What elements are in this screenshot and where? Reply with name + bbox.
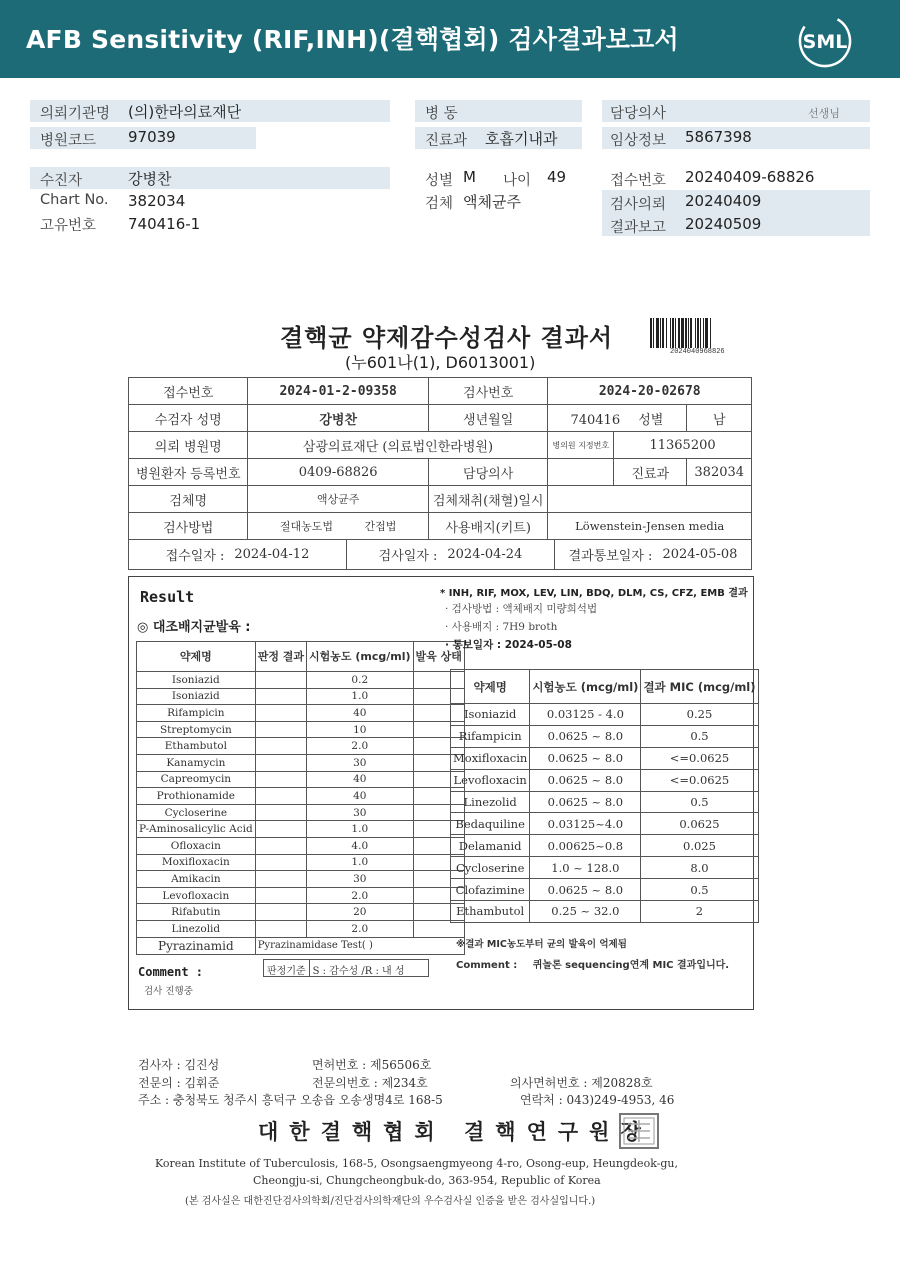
drug-row (137, 837, 465, 854)
drug-name: Amikacin (137, 871, 256, 888)
barcode-number: 2024040968826 (670, 348, 725, 356)
col-header: 약제명 (451, 670, 530, 704)
mic-cell: 8.0 (641, 857, 758, 879)
drug-cell: 0.2 (307, 672, 414, 689)
col-header: 판정 결과 (255, 642, 306, 672)
mic-row (451, 725, 759, 747)
drug-name: Cycloserine (137, 804, 256, 821)
drug-cell: 30 (307, 754, 414, 771)
drug-row (137, 920, 465, 937)
cell: 남 (687, 405, 752, 432)
cell: 검체채취(채혈)일시 (428, 486, 548, 513)
pyrazinamid-name: Pyrazinamid (137, 937, 256, 954)
drug-cell: 20 (307, 904, 414, 921)
mic-cell: 0.0625 ~ 8.0 (530, 725, 641, 747)
drug-cell (255, 738, 306, 755)
cell: 검체명 (129, 486, 248, 513)
mic-cell: 0.025 (641, 835, 758, 857)
drug-row (137, 688, 465, 705)
cell: 수검자 성명 (129, 405, 248, 432)
mic-drug-name: Bedaquiline (451, 813, 530, 835)
unique-value: 740416-1 (128, 215, 201, 233)
drug-name: Ofloxacin (137, 837, 256, 854)
request-label: 검사의뢰 (610, 197, 667, 213)
drug-name: Moxifloxacin (137, 854, 256, 871)
mic-cell: 0.0625 ~ 8.0 (530, 747, 641, 769)
drug-row (137, 804, 465, 821)
mic-row (451, 879, 759, 901)
specimen-value: 액체균주 (463, 193, 521, 211)
institution-value: (의)한라의료재단 (128, 103, 242, 121)
address-english-2: Cheongju-si, Chungcheongbuk-do, 363-954, Republic of Korea (253, 1174, 601, 1187)
drug-row (137, 721, 465, 738)
criteria-box (263, 959, 429, 977)
drug-cell: 1.0 (307, 854, 414, 871)
pyrazinamid-row (137, 937, 465, 954)
drug-cell (255, 688, 306, 705)
cell: 진료과 (614, 459, 687, 486)
drug-name: Rifampicin (137, 705, 256, 722)
institution-label: 의뢰기관명 (40, 106, 111, 122)
cell: 담당의사 (428, 459, 548, 486)
drug-cell (255, 672, 306, 689)
mic-drug-name: Clofazimine (451, 879, 530, 901)
drug-row (137, 904, 465, 921)
phone: 연락처 : 043)249-4953, 46 (520, 1093, 675, 1107)
notify-date-label: 결과통보일자 : (568, 549, 653, 564)
col-header: 시험농도 (mcg/ml) (530, 670, 641, 704)
age-value: 49 (547, 168, 567, 186)
drug-cell (255, 804, 306, 821)
registration-row (129, 405, 752, 432)
cell: 11365200 (614, 432, 752, 459)
notify-date-value: 2024-05-08 (662, 547, 738, 562)
cell: 의뢰 병원명 (129, 432, 248, 459)
drug-cell: 2.0 (307, 887, 414, 904)
cell (548, 459, 614, 486)
mic-comment (456, 956, 729, 971)
receipt-label: 접수번호 (610, 173, 667, 189)
pyrazinamid-test: Pyrazinamidase Test( ) (255, 937, 464, 954)
drug-cell (255, 904, 306, 921)
mic-cell: <=0.0625 (641, 769, 758, 791)
drug-name: Streptomycin (137, 721, 256, 738)
receipt-date-value: 2024-04-12 (234, 547, 310, 562)
drug-cell: 30 (307, 804, 414, 821)
method-indirect: 간접법 (364, 520, 397, 533)
specialist-number: 전문의번호 : 제234호 (312, 1076, 428, 1090)
cell (548, 486, 752, 513)
institute-name: 대한결핵협회 결핵연구원장 (258, 1120, 652, 1144)
drug-cell (255, 721, 306, 738)
registration-row (129, 540, 752, 570)
mic-cell: 0.25 ~ 32.0 (530, 901, 641, 923)
cell: 2024-20-02678 (548, 378, 752, 405)
specialist: 전문의 : 김휘준 (138, 1076, 220, 1090)
col-header: 약제명 (137, 642, 256, 672)
mic-cell: 0.0625 ~ 8.0 (530, 791, 641, 813)
clinical-label: 임상정보 (610, 133, 667, 149)
receipt-date-label: 접수일자 : (165, 549, 225, 564)
mic-row (451, 704, 759, 726)
control-growth-heading: ◎ 대조배지균발육 : (137, 620, 251, 635)
report-label: 결과보고 (610, 220, 667, 236)
report-header (0, 0, 900, 78)
drug-cell (255, 771, 306, 788)
drug-row (137, 705, 465, 722)
mic-row (451, 769, 759, 791)
col-header: 시험농도 (mcg/ml) (307, 642, 414, 672)
mic-cell: 0.03125~4.0 (530, 813, 641, 835)
registration-row (129, 513, 752, 540)
drug-cell: 40 (307, 788, 414, 805)
mic-heading: * INH, RIF, MOX, LEV, LIN, BDQ, DLM, CS, CFZ, EMB 결과 (440, 588, 748, 599)
mic-drug-name: Ethambutol (451, 901, 530, 923)
drug-cell: 1.0 (307, 821, 414, 838)
drug-name: Capreomycin (137, 771, 256, 788)
birthdate-value: 740416 (570, 412, 621, 428)
mic-note: ※결과 MIC농도부터 균의 발육이 억제됨 (456, 939, 627, 950)
mic-cell: 0.03125 - 4.0 (530, 704, 641, 726)
drug-name: P-Aminosalicylic Acid (137, 821, 256, 838)
barcode (650, 318, 742, 348)
report-title: AFB Sensitivity (RIF,INH)(결핵협회) 검사결과보고서 (26, 25, 679, 54)
comment-text: 검사 진행중 (144, 986, 193, 997)
cell: 2024-01-2-09358 (248, 378, 428, 405)
drug-name: Prothionamide (137, 788, 256, 805)
col-header: 결과 MIC (mcg/ml) (641, 670, 758, 704)
drug-table-header (137, 642, 465, 672)
drug-cell: 1.0 (307, 688, 414, 705)
mic-drug-name: Levofloxacin (451, 769, 530, 791)
svg-text:SML: SML (802, 31, 848, 53)
cell: 액상균주 (248, 486, 428, 513)
cell: 병원환자 등록번호 (129, 459, 248, 486)
chart-value: 382034 (128, 192, 186, 210)
drug-row (137, 887, 465, 904)
drug-cell: 10 (307, 721, 414, 738)
mic-cell: 0.0625 ~ 8.0 (530, 769, 641, 791)
drug-cell: 40 (307, 705, 414, 722)
certification-note: (본 검사실은 대한진단검사의학회/진단검사의학재단의 우수검사실 인증을 받은 검사실입니다.) (185, 1196, 596, 1207)
cell: 생년월일 (428, 405, 548, 432)
ward-label: 병 동 (425, 106, 458, 122)
cell: 검사번호 (428, 378, 548, 405)
cell: 강병찬 (248, 405, 428, 432)
mic-comment-text: 퀴놀론 sequencing연계 MIC 결과입니다. (532, 960, 730, 971)
mic-row (451, 857, 759, 879)
cell: 병의원 지정번호 (548, 432, 614, 459)
cell: Löwenstein-Jensen media (548, 513, 752, 540)
dates-cell (129, 540, 752, 570)
mic-drug-name: Linezolid (451, 791, 530, 813)
drug-name: Ethambutol (137, 738, 256, 755)
drug-cell (255, 837, 306, 854)
doctor-label: 담당의사 (610, 106, 667, 122)
cell: 382034 (687, 459, 752, 486)
mic-row (451, 835, 759, 857)
unique-label: 고유번호 (40, 218, 97, 234)
mic-cell: 0.00625~0.8 (530, 835, 641, 857)
cell: 삼광의료재단 (의료법인한라병원) (248, 432, 548, 459)
patient-label: 수진자 (40, 173, 83, 189)
mic-cell: 0.5 (641, 879, 758, 901)
drug-cell (255, 821, 306, 838)
report-value: 20240509 (685, 215, 762, 233)
method-absolute: 절대농도법 (279, 520, 334, 533)
mic-comment-label: Comment : (456, 960, 518, 971)
address-english-1: Korean Institute of Tuberculosis, 168-5, Osongsaengmyeong 4-ro, Osong-eup, Heungdeok-gu, (155, 1157, 679, 1170)
drug-row (137, 672, 465, 689)
registration-row (129, 432, 752, 459)
criteria-value: S : 감수성 /R : 내 성 (312, 966, 405, 977)
doctor-value: 선생님 (808, 107, 840, 120)
drug-cell: 4.0 (307, 837, 414, 854)
drug-cell (255, 920, 306, 937)
mic-cell: 0.0625 (641, 813, 758, 835)
request-value: 20240409 (685, 192, 762, 210)
drug-row (137, 771, 465, 788)
cell: 사용배지(키트) (428, 513, 548, 540)
test-date-label: 검사일자 : (378, 549, 438, 564)
drug-cell (255, 854, 306, 871)
registration-row (129, 378, 752, 405)
drug-cell (255, 754, 306, 771)
mic-drug-name: Rifampicin (451, 725, 530, 747)
mic-medium: · 사용배지 : 7H9 broth (445, 621, 558, 633)
official-seal (618, 1112, 660, 1150)
drug-cell (255, 788, 306, 805)
address: 주소 : 충청북도 청주시 흥덕구 오송읍 오송생명4로 168-5 (138, 1093, 443, 1107)
patient-value: 강병찬 (128, 170, 172, 188)
criteria-label: 판정기준 (264, 960, 310, 976)
mic-cell: 0.5 (641, 791, 758, 813)
drug-row (137, 754, 465, 771)
mic-drug-name: Delamanid (451, 835, 530, 857)
drug-row (137, 871, 465, 888)
mic-row (451, 791, 759, 813)
drug-name: Kanamycin (137, 754, 256, 771)
drug-row (137, 821, 465, 838)
sex-label: 성별 (425, 173, 454, 189)
drug-cell (255, 887, 306, 904)
drug-cell: 2.0 (307, 738, 414, 755)
mic-cell: <=0.0625 (641, 747, 758, 769)
drug-name: Isoniazid (137, 688, 256, 705)
mic-cell: 2 (641, 901, 758, 923)
document-subtitle: (누601나(1), D6013001) (345, 353, 536, 372)
registration-row (129, 459, 752, 486)
drug-row (137, 854, 465, 871)
drug-name: Rifabutin (137, 904, 256, 921)
drug-cell (255, 705, 306, 722)
cell: 접수번호 (129, 378, 248, 405)
examiner: 검사자 : 김진성 (138, 1058, 220, 1072)
dept-label: 진료과 (425, 133, 468, 149)
sex-label-cell: 성별 (638, 412, 664, 428)
mic-table-header (451, 670, 759, 704)
cell (548, 405, 687, 432)
doctor-license: 의사면허번호 : 제20828호 (510, 1076, 653, 1090)
mic-method: · 검사방법 : 액체배지 미량희석법 (445, 603, 598, 615)
mic-notify-date: · 통보일자 : 2024-05-08 (445, 639, 572, 651)
drug-table (136, 641, 465, 955)
drug-cell: 40 (307, 771, 414, 788)
registration-row (129, 486, 752, 513)
sex-value: M (463, 168, 476, 186)
mic-row (451, 747, 759, 769)
dept-value: 호흡기내과 (485, 130, 558, 148)
drug-name: Isoniazid (137, 672, 256, 689)
mic-drug-name: Moxifloxacin (451, 747, 530, 769)
mic-cell: 1.0 ~ 128.0 (530, 857, 641, 879)
drug-cell: 30 (307, 871, 414, 888)
mic-cell: 0.0625 ~ 8.0 (530, 879, 641, 901)
cell: 검사방법 (129, 513, 248, 540)
test-date-value: 2024-04-24 (447, 547, 523, 562)
hospital-code-label: 병원코드 (40, 133, 97, 149)
comment-label: Comment : (138, 965, 204, 979)
sml-logo (796, 12, 854, 70)
specimen-label: 검체 (425, 196, 454, 212)
receipt-value: 20240409-68826 (685, 168, 815, 186)
mic-table (450, 669, 759, 923)
license-number: 면허번호 : 제56506호 (312, 1058, 432, 1072)
mic-row (451, 901, 759, 923)
drug-name: Linezolid (137, 920, 256, 937)
mic-drug-name: Cycloserine (451, 857, 530, 879)
result-title: Result (140, 588, 195, 606)
clinical-value: 5867398 (685, 128, 752, 146)
document-title: 결핵균 약제감수성검사 결과서 (280, 324, 614, 352)
drug-cell: 2.0 (307, 920, 414, 937)
mic-row (451, 813, 759, 835)
drug-row (137, 738, 465, 755)
registration-table (128, 377, 752, 570)
cell (248, 513, 428, 540)
drug-name: Levofloxacin (137, 887, 256, 904)
mic-cell: 0.25 (641, 704, 758, 726)
mic-drug-name: Isoniazid (451, 704, 530, 726)
hospital-code-value: 97039 (128, 128, 176, 146)
col-header: 발육 상태 (413, 642, 464, 672)
cell: 0409-68826 (248, 459, 428, 486)
chart-label: Chart No. (40, 192, 109, 208)
age-label: 나이 (503, 173, 532, 189)
drug-cell (255, 871, 306, 888)
drug-row (137, 788, 465, 805)
mic-cell: 0.5 (641, 725, 758, 747)
